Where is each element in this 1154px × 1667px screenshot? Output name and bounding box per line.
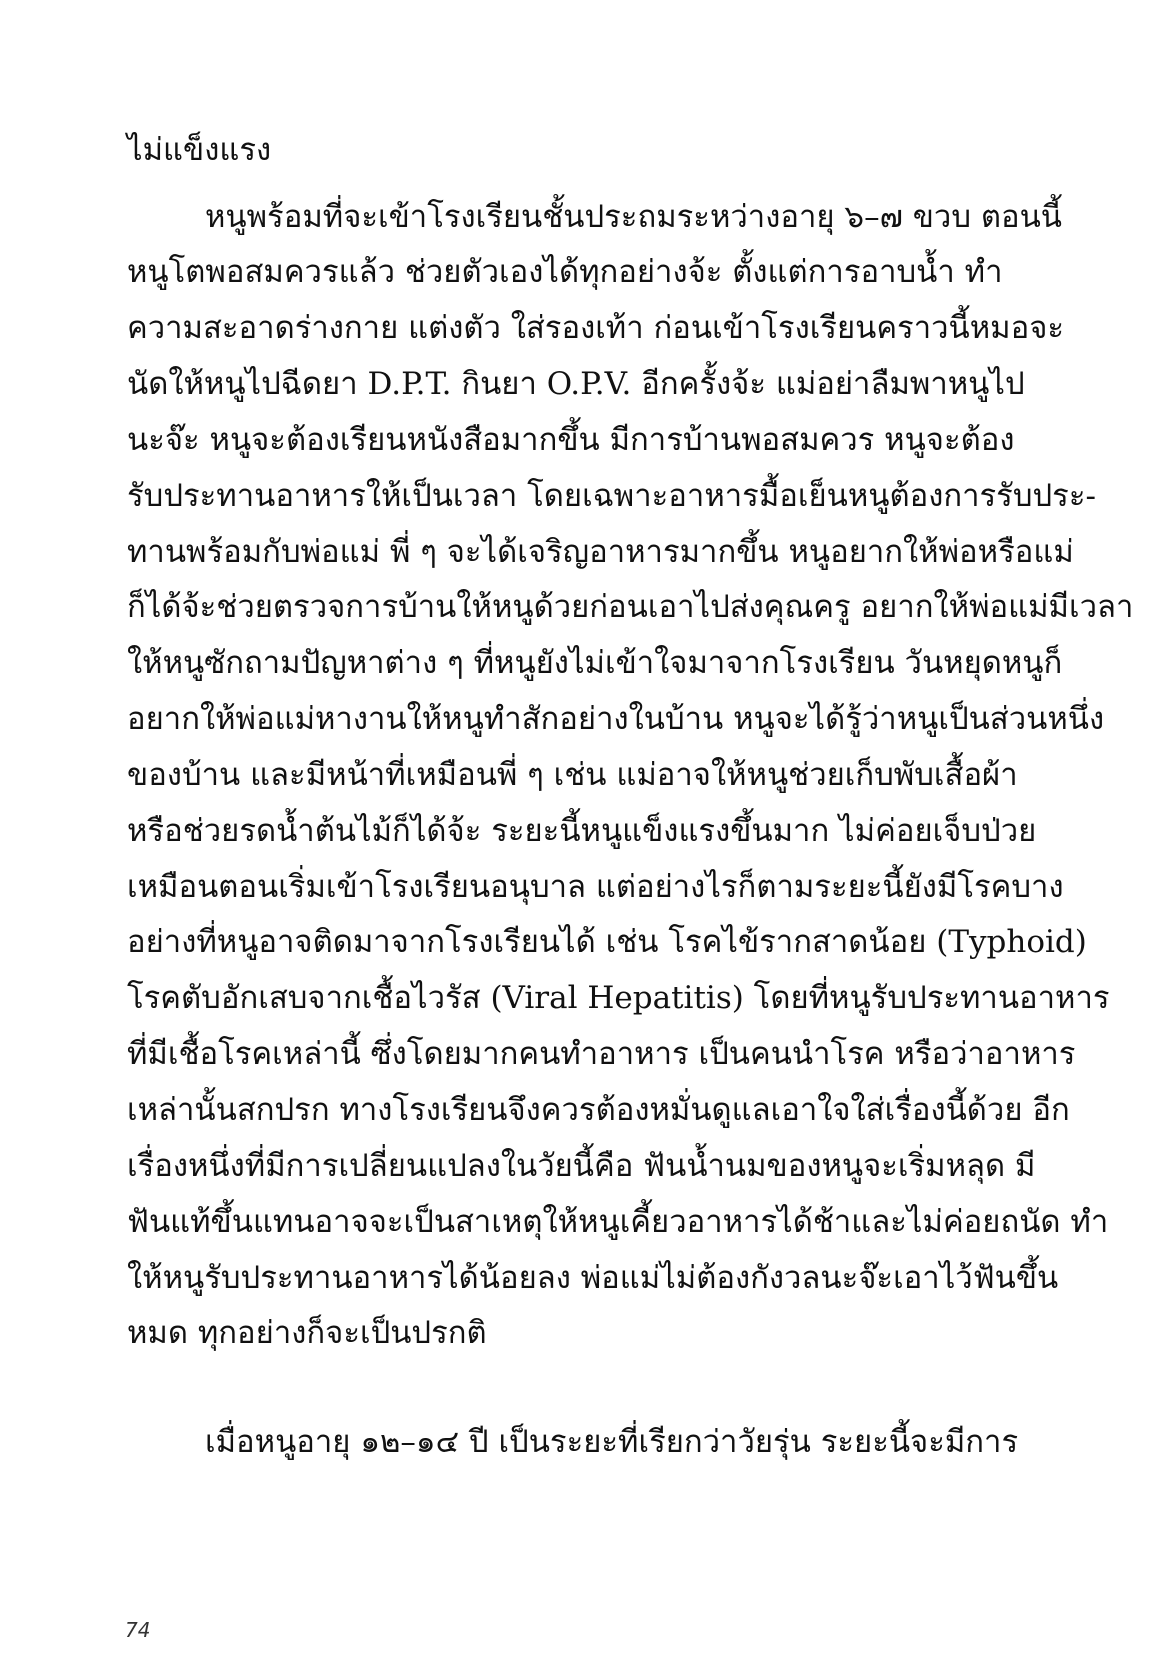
paragraph-line: ของบ้าน และมีหน้าที่เหมือนพี่ ๆ เช่น แม่อาจให้หนูช่วยเก็บพับเสื้อผ้า bbox=[127, 757, 1018, 793]
paragraph-line: ที่มีเชื้อโรคเหล่านี้ ซึ่งโดยมากคนทำอาหาร เป็นคนนำโรค หรือว่าอาหาร bbox=[127, 1036, 1076, 1072]
paragraph-line: ให้หนูรับประทานอาหารได้น้อยลง พ่อแม่ไม่ต้องกังวลนะจ๊ะเอาไว้ฟันขึ้น bbox=[127, 1260, 1059, 1296]
paragraph-line: หนูโตพอสมควรแล้ว ช่วยตัวเองได้ทุกอย่างจ้ะ ตั้งแต่การอาบน้ำ ทำ bbox=[127, 254, 1003, 290]
heading-fragment: ไม่แข็งแรง bbox=[127, 132, 272, 168]
paragraph-line: หมด ทุกอย่างก็จะเป็นปรกติ bbox=[127, 1315, 487, 1351]
paragraph-line: นะจ๊ะ หนูจะต้องเรียนหนังสือมากขึ้น มีการบ้านพอสมควร หนูจะต้อง bbox=[127, 422, 1015, 458]
paragraph-line: เมื่อหนูอายุ ๑๒–๑๔ ปี เป็นระยะที่เรียกว่าวัยรุ่น ระยะนี้จะมีการ bbox=[205, 1424, 1019, 1460]
paragraph-line: ทานพร้อมกับพ่อแม่ พี่ ๆ จะได้เจริญอาหารมากขึ้น หนูอยากให้พ่อหรือแม่ bbox=[127, 534, 1074, 570]
paragraph-line: หนูพร้อมที่จะเข้าโรงเรียนชั้นประถมระหว่างอายุ ๖–๗ ขวบ ตอนนี้ bbox=[205, 199, 1062, 235]
paragraph-line: หรือช่วยรดน้ำต้นไม้ก็ได้จ้ะ ระยะนี้หนูแข็งแรงขึ้นมาก ไม่ค่อยเจ็บป่วย bbox=[127, 813, 1037, 849]
paragraph-line: ฟันแท้ขึ้นแทนอาจจะเป็นสาเหตุให้หนูเคี้ยวอาหารได้ช้าและไม่ค่อยถนัด ทำ bbox=[127, 1204, 1109, 1240]
paragraph-line: เหมือนตอนเริ่มเข้าโรงเรียนอนุบาล แต่อย่างไรก็ตามระยะนี้ยังมีโรคบาง bbox=[127, 869, 1064, 905]
paragraph-line: นัดให้หนูไปฉีดยา D.P.T. กินยา O.P.V. อีกครั้งจ้ะ แม่อย่าลืมพาหนูไป bbox=[127, 366, 1025, 402]
paragraph-line: อย่างที่หนูอาจติดมาจากโรงเรียนได้ เช่น โรคไข้รากสาดน้อย (Typhoid) bbox=[127, 924, 1087, 960]
paragraph-line: ความสะอาดร่างกาย แต่งตัว ใส่รองเท้า ก่อนเข้าโรงเรียนคราวนี้หมอจะ bbox=[127, 310, 1065, 346]
paragraph-line: โรคตับอักเสบจากเชื้อไวรัส (Viral Hepatitis) โดยที่หนูรับประทานอาหาร bbox=[127, 980, 1110, 1016]
paragraph-line: รับประทานอาหารให้เป็นเวลา โดยเฉพาะอาหารมื้อเย็นหนูต้องการรับประ- bbox=[127, 478, 1096, 514]
page-number: 74 bbox=[125, 1618, 151, 1642]
paragraph-line: เรื่องหนึ่งที่มีการเปลี่ยนแปลงในวัยนี้คือ ฟันน้ำนมของหนูจะเริ่มหลุด มี bbox=[127, 1148, 1036, 1184]
paragraph-line: เหล่านั้นสกปรก ทางโรงเรียนจึงควรต้องหมั่นดูแลเอาใจใส่เรื่องนี้ด้วย อีก bbox=[127, 1092, 1070, 1128]
paragraph-line: อยากให้พ่อแม่หางานให้หนูทำสักอย่างในบ้าน หนูจะได้รู้ว่าหนูเป็นส่วนหนึ่ง bbox=[127, 701, 1105, 737]
paragraph-line: ก็ได้จ้ะช่วยตรวจการบ้านให้หนูด้วยก่อนเอาไปส่งคุณครู อยากให้พ่อแม่มีเวลา bbox=[127, 589, 1134, 625]
paragraph-line: ให้หนูซักถามปัญหาต่าง ๆ ที่หนูยังไม่เข้าใจมาจากโรงเรียน วันหยุดหนูก็ bbox=[127, 645, 1063, 681]
